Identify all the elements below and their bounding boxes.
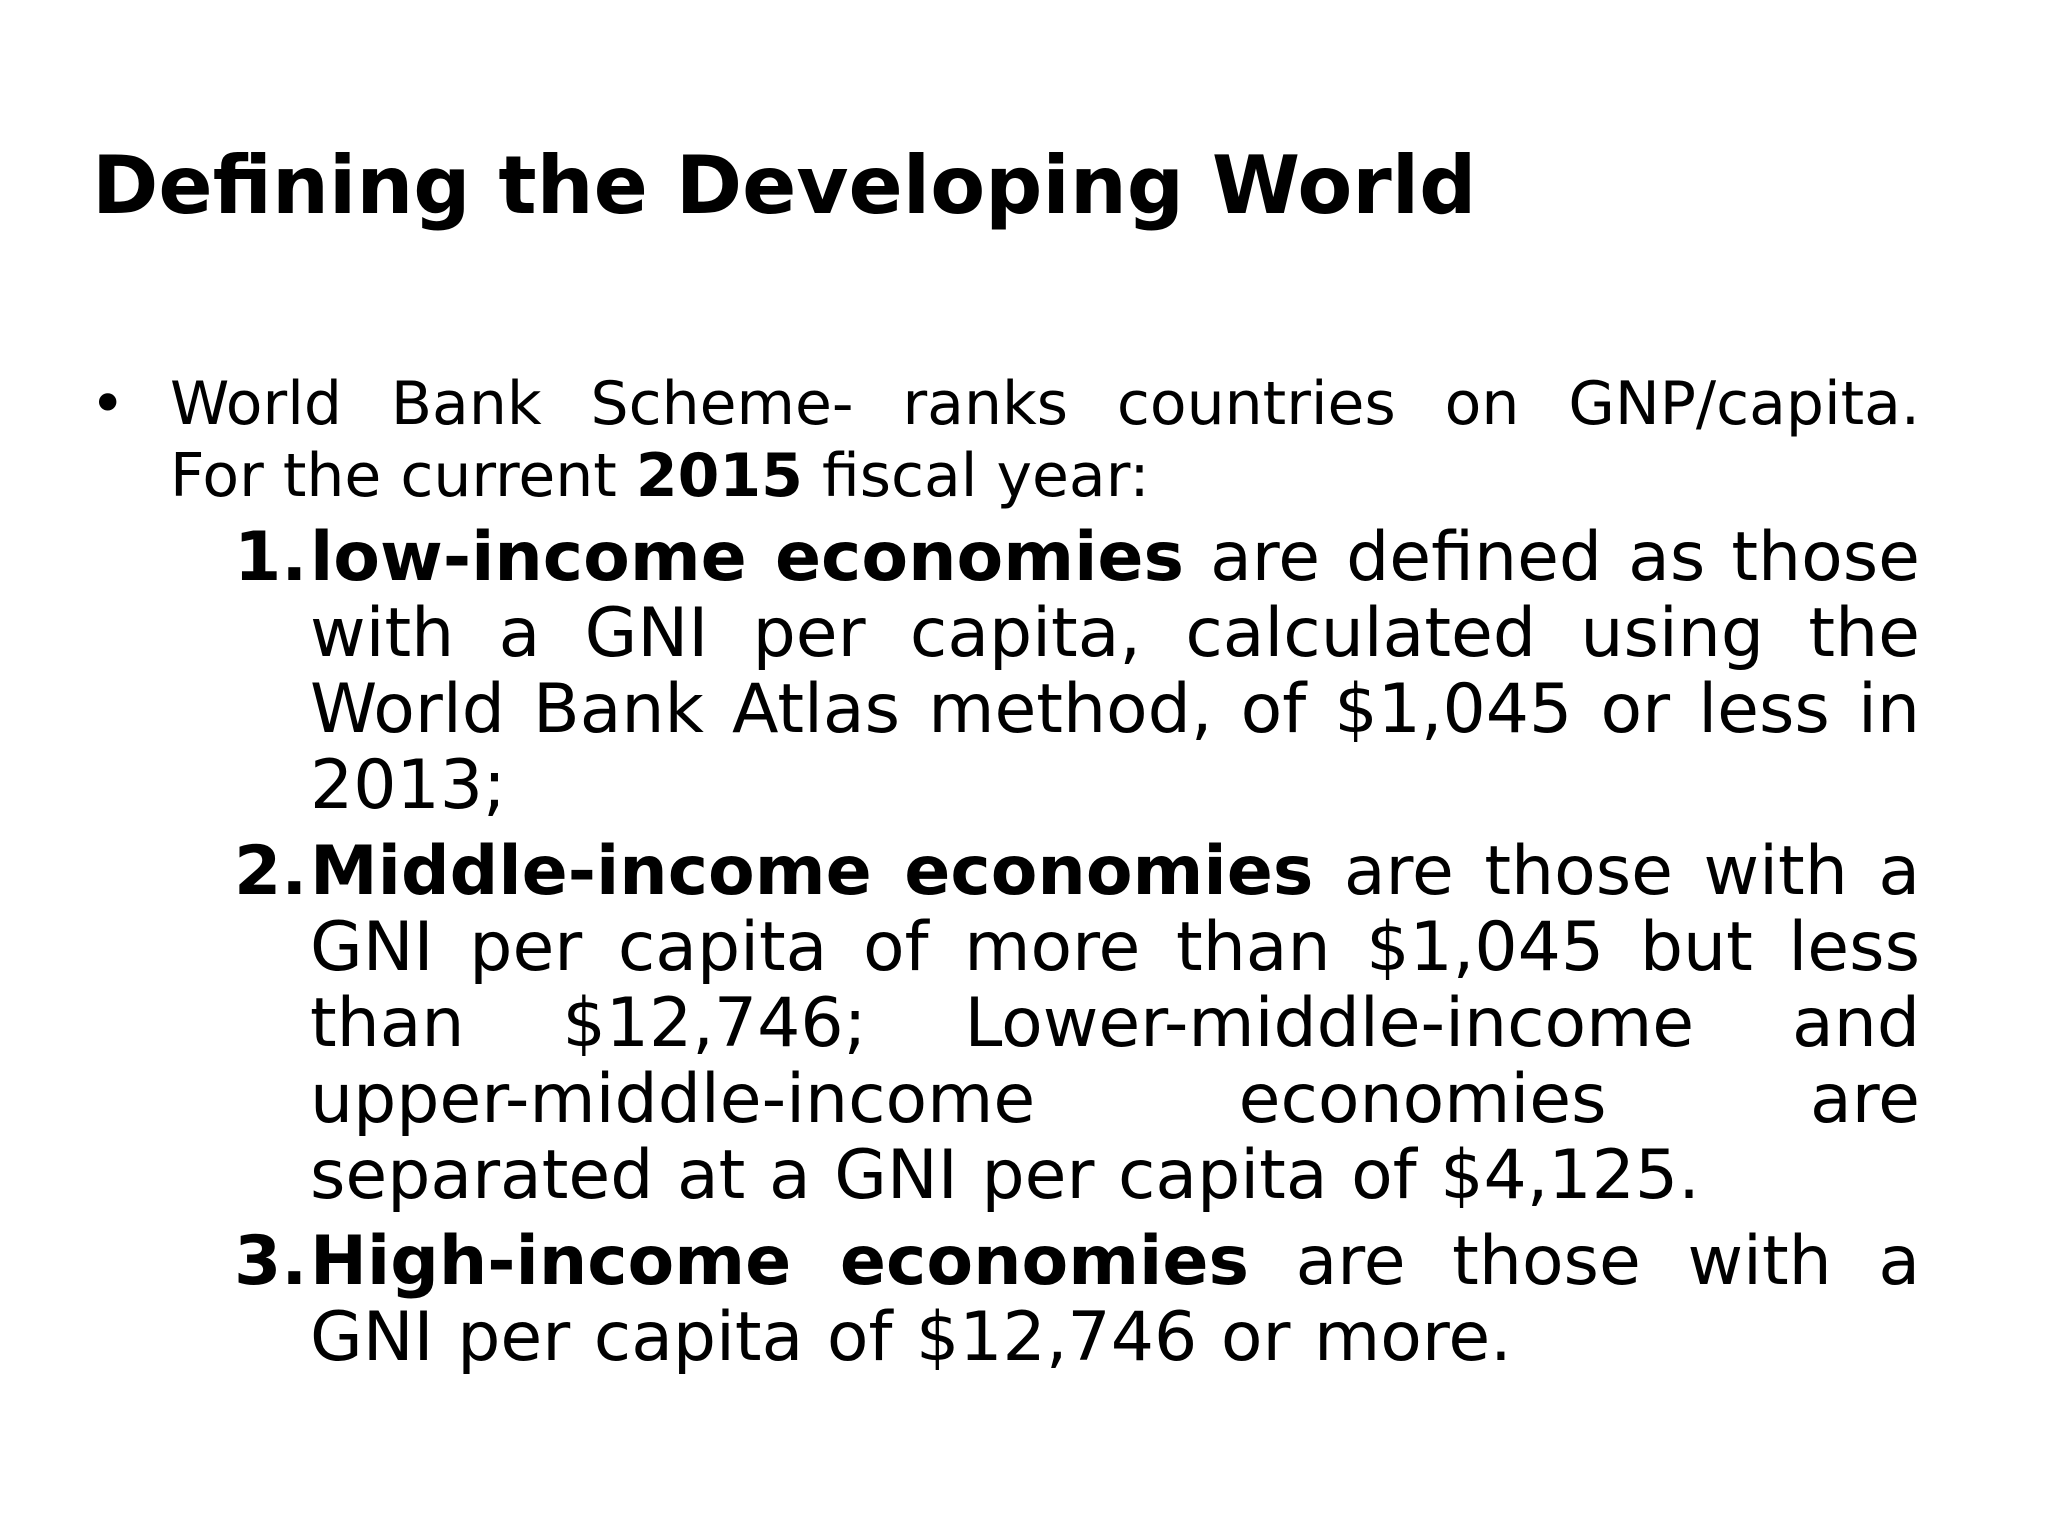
list-item-term: High-income economies bbox=[310, 1222, 1249, 1301]
bullet-line-2-suffix: fiscal year: bbox=[802, 441, 1150, 511]
list-item-text bbox=[310, 834, 1920, 1214]
list-item-description: are defined as those with a GNI per capita, calculated using the World Bank Atlas method, of $1,045 or less in 2013; bbox=[310, 518, 1920, 825]
list-item-high-income bbox=[234, 1224, 1920, 1376]
bullet-line-2 bbox=[170, 440, 1920, 512]
list-item-term: low-income economies bbox=[310, 518, 1184, 597]
list-item-text bbox=[310, 520, 1920, 824]
fiscal-year: 2015 bbox=[635, 441, 803, 511]
bullet-world-bank-scheme bbox=[90, 368, 1920, 512]
list-item-middle-income bbox=[234, 834, 1920, 1214]
list-item-description: are those with a GNI per capita of more than $1,045 but less than $12,746; Lower-middle-income and upper-middle-income economies are separated at a GNI per capita of $4,125. bbox=[310, 832, 1920, 1215]
bullet-line-2-prefix: For the current bbox=[170, 441, 636, 511]
list-item-text bbox=[310, 1224, 1920, 1376]
bullet-line-1: World Bank Scheme- ranks countries on GNP/capita. bbox=[170, 369, 1920, 439]
list-item-description: are those with a GNI per capita of $12,746 or more. bbox=[310, 1222, 1921, 1377]
slide-title: Defining the Developing World bbox=[92, 139, 1477, 232]
list-item-low-income bbox=[234, 520, 1920, 824]
list-item-term: Middle-income economies bbox=[310, 832, 1314, 911]
list-item-number: 2. bbox=[234, 832, 308, 911]
list-item-number: 3. bbox=[234, 1222, 308, 1301]
bullet-text bbox=[170, 368, 1920, 512]
bullet-marker: • bbox=[90, 369, 126, 439]
income-category-list bbox=[234, 520, 1920, 1386]
list-item-number: 1. bbox=[234, 518, 308, 597]
